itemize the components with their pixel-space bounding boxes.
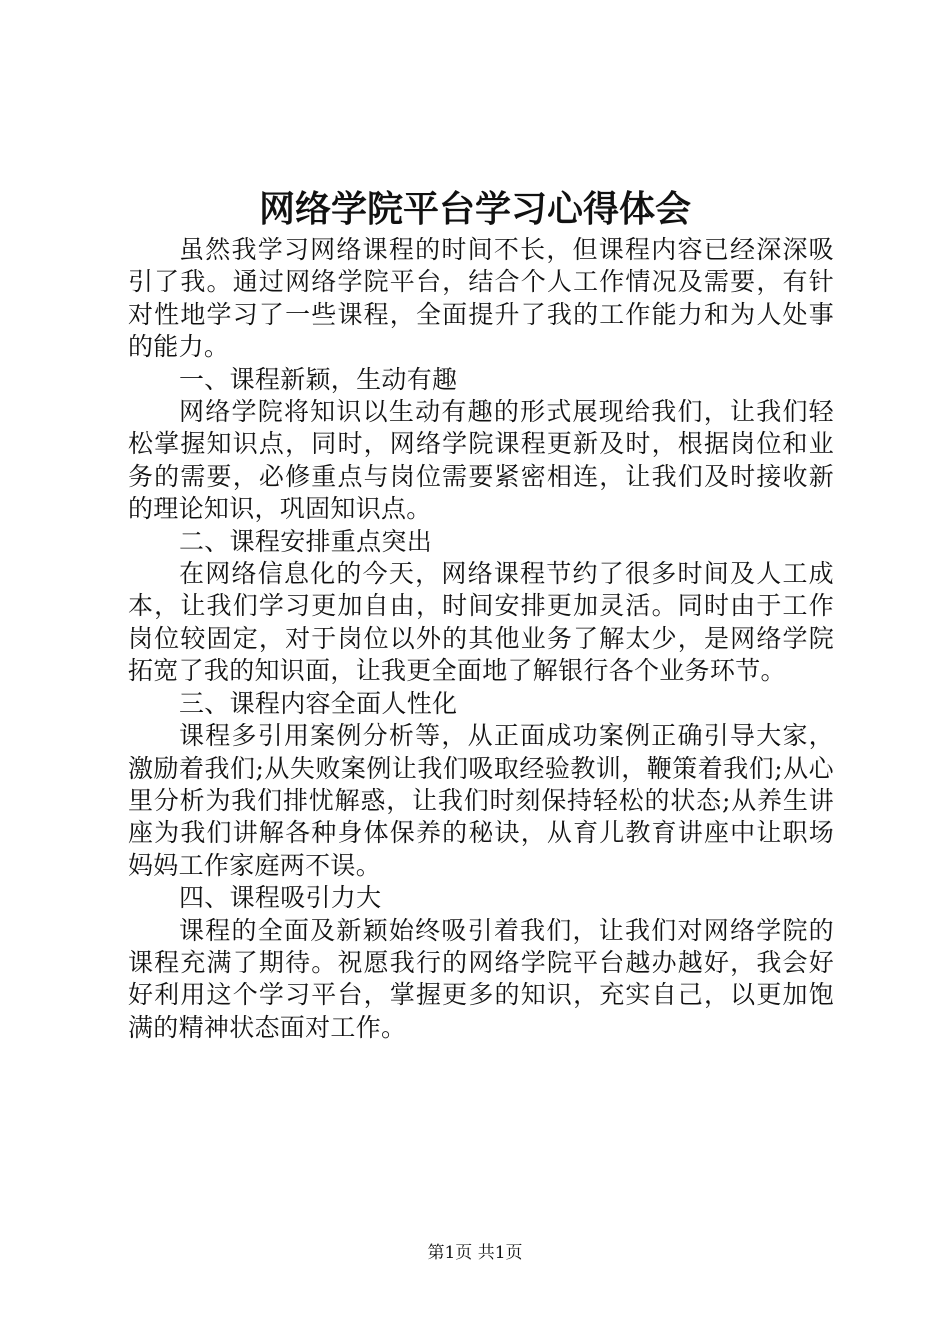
section-heading-2: 二、课程安排重点突出 bbox=[179, 526, 433, 556]
section-heading-3: 三、课程内容全面人性化 bbox=[179, 688, 458, 718]
section-heading-1: 一、课程新颖，生动有趣 bbox=[179, 364, 458, 394]
page-number-footer: 第1页 共1页 bbox=[427, 1243, 523, 1263]
section-paragraph-3: 课程多引用案例分析等，从正面成功案例正确引导大家，激励着我们;从失败案例让我们吸取经验教训，鞭策着我们;从心里分析为我们排忧解惑，让我们时刻保持轻松的状态;从养生讲座为我们讲解各种身体保养的秘诀，从育儿教育讲座中让职场妈妈工作家庭两不误。 bbox=[128, 721, 834, 880]
document-body bbox=[128, 234, 834, 1044]
section-paragraph-1: 网络学院将知识以生动有趣的形式展现给我们，让我们轻松掌握知识点，同时，网络学院课程更新及时，根据岗位和业务的需要，必修重点与岗位需要紧密相连，让我们及时接收新的理论知识，巩固知识点。 bbox=[128, 397, 834, 524]
section-heading-4: 四、课程吸引力大 bbox=[179, 883, 382, 913]
intro-paragraph: 虽然我学习网络课程的时间不长，但课程内容已经深深吸引了我。通过网络学院平台，结合个人工作情况及需要，有针对性地学习了一些课程，全面提升了我的工作能力和为人处事的能力。 bbox=[128, 235, 834, 362]
document-title: 网络学院平台学习心得体会 bbox=[258, 188, 691, 230]
section-paragraph-4: 课程的全面及新颖始终吸引着我们，让我们对网络学院的课程充满了期待。祝愿我行的网络学院平台越办越好，我会好好利用这个学习平台，掌握更多的知识，充实自己，以更加饱满的精神状态面对工作。 bbox=[128, 915, 834, 1042]
section-paragraph-2: 在网络信息化的今天，网络课程节约了很多时间及人工成本，让我们学习更加自由，时间安排更加灵活。同时由于工作岗位较固定，对于岗位以外的其他业务了解太少，是网络学院拓宽了我的知识面，让我更全面地了解银行各个业务环节。 bbox=[128, 559, 834, 686]
